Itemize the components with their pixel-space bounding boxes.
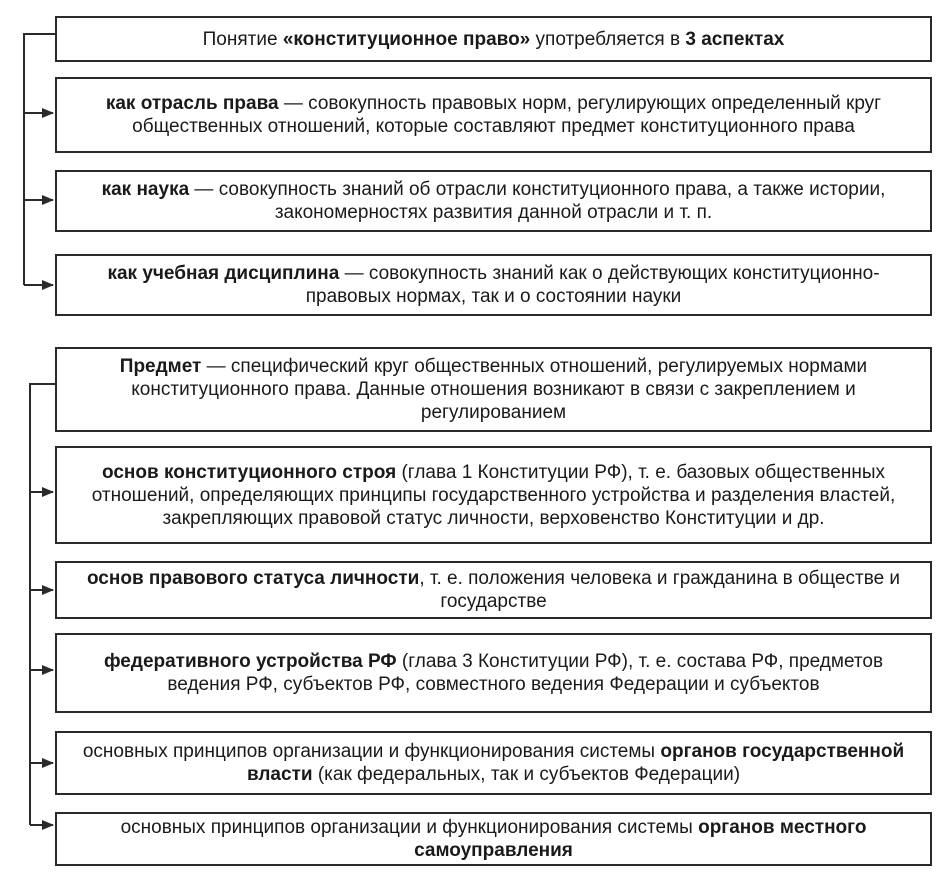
- state-power-bodies-box: основных принципов организации и функционирования системы органов государственной власти (как федеральных, так и субъектов Федерации): [55, 731, 932, 795]
- federal-structure-box: федеративного устройства РФ (глава 3 Конституции РФ), т. е. состава РФ, предметов ведения РФ, субъектов РФ, совместного ведения Федерации и субъектов: [55, 633, 932, 713]
- local-self-government-box: основных принципов организации и функционирования системы органов местного самоуправления: [55, 812, 932, 866]
- top-group-connector: [24, 33, 55, 285]
- bottom-group-connector: [30, 383, 55, 825]
- subject-header-box: Предмет — специфический круг общественных отношений, регулируемых нормами конституционного права. Данные отношения возникают в связи с закреплением и регулированием: [55, 347, 932, 432]
- concept-header-box: Понятие «конституционное право» употребляется в 3 аспектах: [55, 16, 932, 62]
- constitutional-order-box: основ конституционного строя (глава 1 Конституции РФ), т. е. базовых общественных отношений, определяющих принципы государственного устройства и разделения властей, закрепляющих правовой статус личности, верховенство Конституции и др.: [55, 446, 932, 544]
- aspect-science-box: как наука — совокупность знаний об отрасли конституционного права, а также истории, закономерностях развития данной отрасли и т. п.: [55, 170, 932, 232]
- aspect-branch-of-law-box: как отрасль права — совокупность правовых норм, регулирующих определенный круг общественных отношений, которые составляют предмет конституционного права: [55, 77, 932, 153]
- legal-status-box: основ правового статуса личности, т. е. положения человека и гражданина в обществе и государстве: [55, 561, 932, 619]
- aspect-academic-discipline-box: как учебная дисциплина — совокупность знаний как о действующих конституционно-правовых нормах, так и о состоянии науки: [55, 254, 932, 316]
